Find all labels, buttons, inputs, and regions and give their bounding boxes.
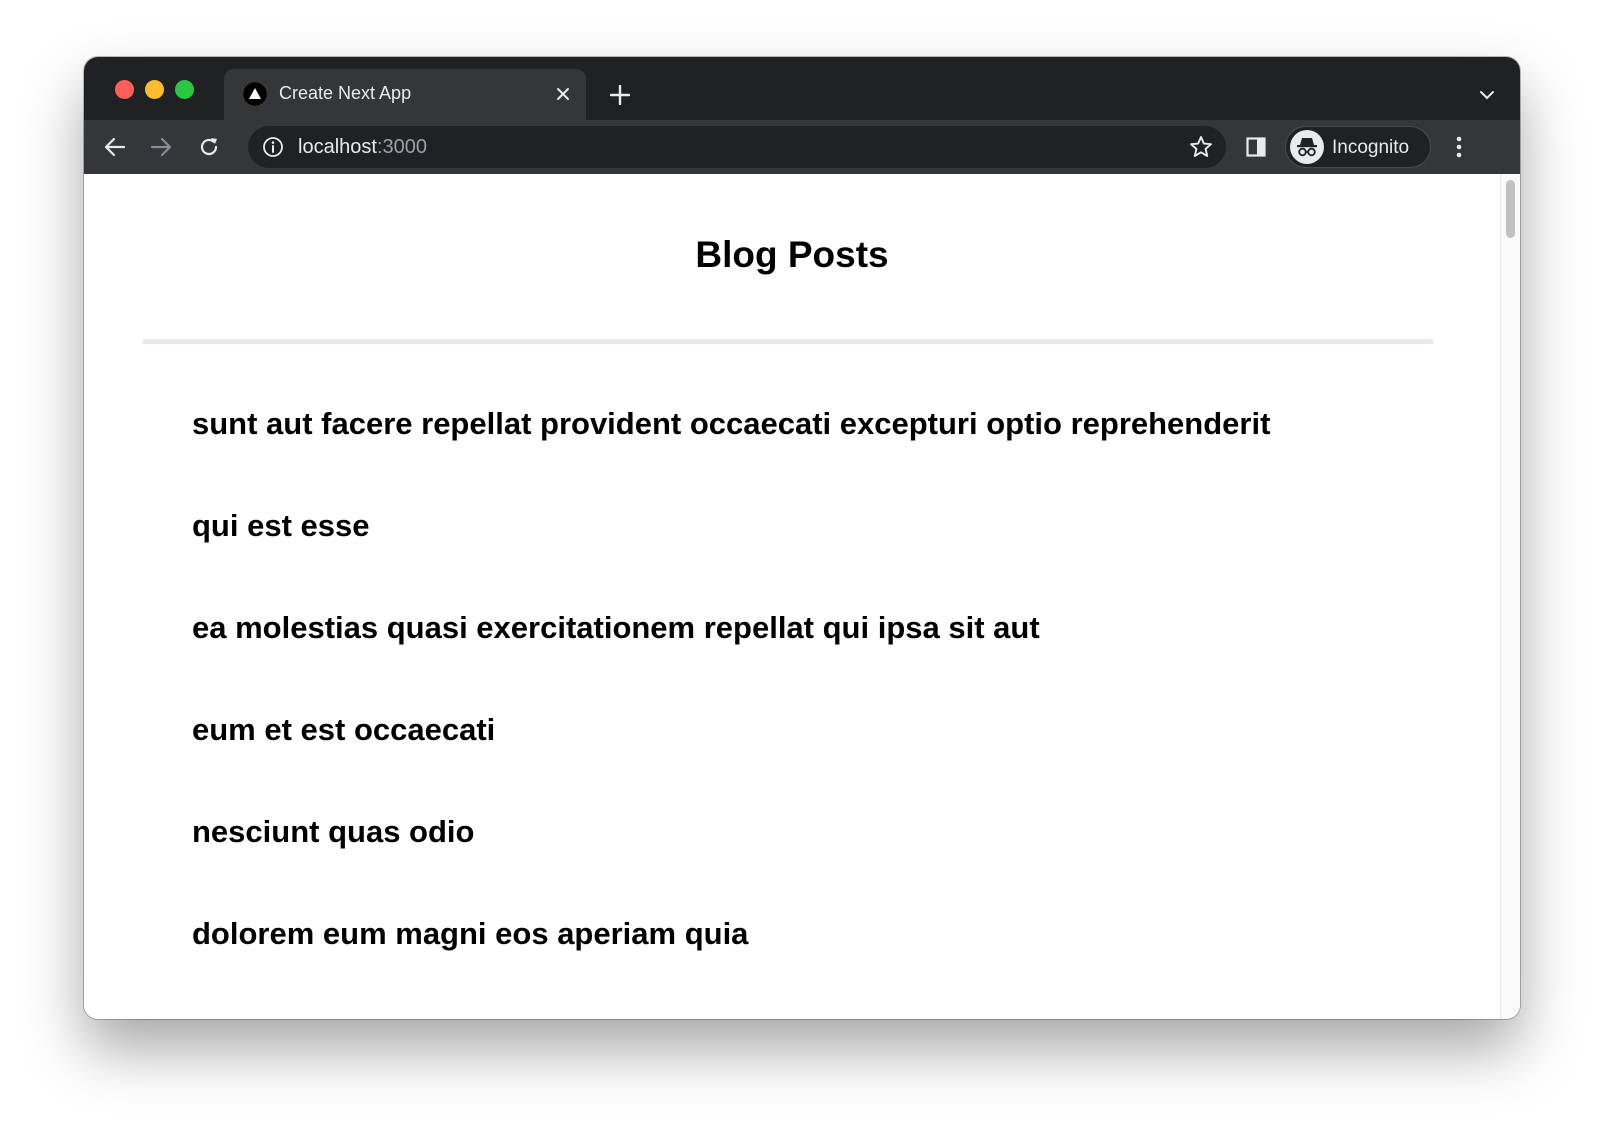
- minimize-window-button[interactable]: [145, 80, 164, 99]
- incognito-profile-button[interactable]: [1285, 126, 1431, 168]
- url-port: :3000: [376, 136, 427, 158]
- title-divider: [143, 339, 1433, 344]
- forward-arrow-icon[interactable]: [146, 132, 176, 162]
- post-title[interactable]: nesciunt quas odio: [192, 814, 475, 849]
- maximize-window-button[interactable]: [175, 80, 194, 99]
- tab-title: Create Next App: [279, 83, 412, 103]
- url-host: localhost: [298, 136, 377, 158]
- scrollbar-thumb[interactable]: [1506, 180, 1515, 238]
- active-tab[interactable]: [224, 69, 586, 120]
- post-title[interactable]: qui est esse: [192, 508, 370, 543]
- url-text[interactable]: [298, 136, 427, 159]
- post-title[interactable]: sunt aut facere repellat provident occaecati excepturi optio reprehenderit: [192, 406, 1271, 441]
- reload-icon[interactable]: [194, 132, 224, 162]
- side-panel-icon[interactable]: [1241, 132, 1271, 162]
- tab-search-chevron-icon[interactable]: [1474, 82, 1500, 108]
- incognito-icon: [1290, 130, 1324, 164]
- page-viewport: [84, 174, 1500, 1019]
- bookmark-star-icon[interactable]: [1188, 134, 1214, 160]
- browser-window: [84, 57, 1520, 1019]
- post-title[interactable]: eum et est occaecati: [192, 712, 496, 747]
- nextjs-favicon-icon: [243, 82, 267, 106]
- address-bar[interactable]: [248, 126, 1226, 168]
- post-title[interactable]: ea molestias quasi exercitationem repellat qui ipsa sit aut: [192, 610, 1040, 645]
- page-title: Blog Posts: [695, 234, 889, 275]
- incognito-label: Incognito: [1332, 137, 1410, 158]
- browser-toolbar: [84, 120, 1520, 174]
- more-menu-icon[interactable]: [1444, 132, 1474, 162]
- post-title[interactable]: dolorem eum magni eos aperiam quia: [192, 916, 749, 951]
- close-window-button[interactable]: [115, 80, 134, 99]
- close-tab-icon[interactable]: [550, 81, 576, 107]
- site-info-icon[interactable]: [262, 136, 284, 158]
- new-tab-plus-icon[interactable]: [606, 81, 634, 109]
- tab-bar: [84, 57, 1520, 120]
- post-list: [192, 404, 1270, 1016]
- back-arrow-icon[interactable]: [100, 132, 130, 162]
- vertical-scrollbar[interactable]: [1500, 174, 1520, 1019]
